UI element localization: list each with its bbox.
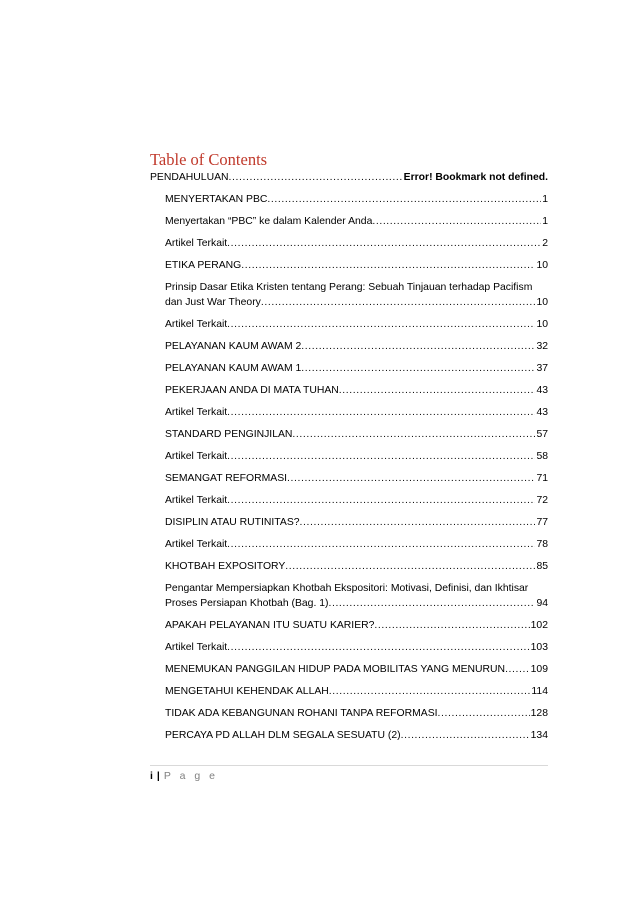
- toc-entry-page-number: 85: [536, 561, 548, 572]
- toc-entry-page-number: 10: [536, 260, 548, 271]
- toc-leader-dots: [227, 537, 535, 552]
- toc-leader-dots: [241, 258, 535, 273]
- toc-entry-label: PERCAYA PD ALLAH DLM SEGALA SESUATU (2): [165, 730, 401, 741]
- toc-leader-dots: [329, 684, 531, 699]
- toc-entry[interactable]: [165, 361, 548, 376]
- toc-entry[interactable]: [165, 405, 548, 420]
- toc-entry-page-number: 134: [530, 730, 548, 741]
- toc-entry[interactable]: [165, 537, 548, 552]
- toc-entry[interactable]: [165, 684, 548, 699]
- toc-entry-label: Proses Persiapan Khotbah (Bag. 1): [165, 598, 329, 609]
- toc-entry[interactable]: [165, 214, 548, 229]
- toc-entry-label: PENDAHULUAN: [150, 172, 229, 183]
- toc-entry-label: SEMANGAT REFORMASI: [165, 473, 288, 484]
- toc-leader-dots: [285, 559, 535, 574]
- toc-entry-page-number: 71: [536, 473, 548, 484]
- toc-entry-page-number: 43: [536, 407, 548, 418]
- toc-entry[interactable]: [165, 640, 548, 655]
- toc-entry-label: dan Just War Theory: [165, 297, 261, 308]
- toc-leader-dots: [301, 339, 535, 354]
- toc-entry-label: Artikel Terkait: [165, 319, 228, 330]
- toc-entry-label: TIDAK ADA KEBANGUNAN ROHANI TANPA REFORMASI: [165, 708, 438, 719]
- toc-leader-dots: [374, 618, 529, 633]
- toc-entry-label: Artikel Terkait: [165, 238, 228, 249]
- toc-entry-page-number: Error! Bookmark not defined.: [403, 172, 548, 183]
- toc-title: Table of Contents: [150, 150, 268, 169]
- toc-entry-page-number: 32: [536, 341, 548, 352]
- toc-leader-dots: [372, 214, 541, 229]
- toc-entry-continuation: [165, 295, 548, 310]
- toc-entry[interactable]: [165, 383, 548, 398]
- toc-leader-dots: [227, 640, 529, 655]
- toc-entry[interactable]: [165, 339, 548, 354]
- toc-entry-page-number: 114: [531, 686, 548, 697]
- toc-entry[interactable]: [165, 493, 548, 508]
- toc-entry-page-number: 2: [542, 238, 548, 249]
- toc-leader-dots: [227, 493, 535, 508]
- toc-entry-label: PEKERJAAN ANDA DI MATA TUHAN: [165, 385, 339, 396]
- footer-page-number: i: [150, 770, 153, 782]
- toc-entry-label: Artikel Terkait: [165, 539, 228, 550]
- toc-entry[interactable]: [165, 280, 548, 310]
- toc-leader-dots: [301, 361, 535, 376]
- toc-leader-dots: [505, 662, 530, 677]
- toc-entry-label: PELAYANAN KAUM AWAM 1: [165, 363, 302, 374]
- toc-entry[interactable]: [165, 618, 548, 633]
- toc-leader-dots: [300, 515, 536, 530]
- toc-entry-label: Menyertakan “PBC” ke dalam Kalender Anda: [165, 216, 373, 227]
- toc-entry-page-number: 77: [536, 517, 548, 528]
- toc-entry-label: Artikel Terkait: [165, 495, 228, 506]
- toc-leader-dots: [292, 427, 535, 442]
- toc-entry-page-number: 78: [536, 539, 548, 550]
- toc-entry-continuation: [165, 596, 548, 611]
- toc-leader-dots: [261, 295, 536, 310]
- toc-entry-label: ETIKA PERANG: [165, 260, 242, 271]
- toc-entry-page-number: 102: [530, 620, 548, 631]
- toc-leader-dots: [229, 170, 403, 185]
- toc-leader-dots: [401, 728, 530, 743]
- toc-entry-label: STANDARD PENGINJILAN: [165, 429, 293, 440]
- toc-leader-dots: [328, 596, 535, 611]
- toc-entry[interactable]: [165, 662, 548, 677]
- toc-entry-page-number: 10: [536, 297, 548, 308]
- toc-entry-page-number: 94: [536, 598, 548, 609]
- toc-leader-dots: [227, 405, 535, 420]
- footer-separator: |: [156, 770, 160, 782]
- toc-entry-label: PELAYANAN KAUM AWAM 2: [165, 341, 302, 352]
- toc-entry-label: Artikel Terkait: [165, 642, 228, 653]
- toc-entry[interactable]: [165, 471, 548, 486]
- toc-entry-page-number: 128: [530, 708, 548, 719]
- toc-entry[interactable]: [165, 581, 548, 611]
- toc-entry-label: Artikel Terkait: [165, 407, 228, 418]
- toc-leader-dots: [227, 449, 535, 464]
- footer-page-word: P a g e: [163, 770, 218, 782]
- toc-entry[interactable]: [165, 728, 548, 743]
- toc-entry-page-number: 58: [536, 451, 548, 462]
- toc-leader-dots: [438, 706, 530, 721]
- toc-entry[interactable]: [150, 170, 548, 185]
- toc-leader-dots: [339, 383, 536, 398]
- toc-entry[interactable]: [165, 706, 548, 721]
- toc-entry-label: Artikel Terkait: [165, 451, 228, 462]
- toc-entry[interactable]: [165, 192, 548, 207]
- toc-entry-page-number: 1: [542, 216, 548, 227]
- toc-entry[interactable]: [165, 258, 548, 273]
- toc-entry-page-number: 57: [536, 429, 548, 440]
- toc-entry[interactable]: [165, 449, 548, 464]
- toc-leader-dots: [267, 192, 541, 207]
- toc-entry-label: APAKAH PELAYANAN ITU SUATU KARIER?: [165, 620, 375, 631]
- footer-divider: [150, 765, 548, 766]
- toc-entry-label: Prinsip Dasar Etika Kristen tentang Perang: Sebuah Tinjauan terhadap Pacifism: [165, 282, 533, 293]
- toc-entry[interactable]: [165, 236, 548, 251]
- toc-leader-dots: [227, 317, 535, 332]
- toc-entry-label: MENEMUKAN PANGGILAN HIDUP PADA MOBILITAS YANG MENURUN: [165, 664, 506, 675]
- toc-entry-label: MENYERTAKAN PBC: [165, 194, 268, 205]
- toc-entry-page-number: 72: [536, 495, 548, 506]
- toc-entry-label: DISIPLIN ATAU RUTINITAS?: [165, 517, 300, 528]
- toc-list: [150, 170, 548, 750]
- toc-entry-page-number: 109: [530, 664, 548, 675]
- page-footer: [150, 770, 218, 782]
- toc-leader-dots: [287, 471, 535, 486]
- toc-entry[interactable]: [165, 559, 548, 574]
- toc-entry-label: Pengantar Mempersiapkan Khotbah Ekspositori: Motivasi, Definisi, dan Ikhtisar: [165, 583, 529, 594]
- toc-entry-page-number: 43: [536, 385, 548, 396]
- toc-entry-page-number: 103: [530, 642, 548, 653]
- toc-entry[interactable]: [165, 515, 548, 530]
- toc-entry-page-number: 37: [536, 363, 548, 374]
- toc-entry[interactable]: [165, 317, 548, 332]
- toc-entry-label: KHOTBAH EXPOSITORY: [165, 561, 286, 572]
- toc-entry-page-number: 10: [536, 319, 548, 330]
- toc-entry[interactable]: [165, 427, 548, 442]
- toc-entry-page-number: 1: [542, 194, 548, 205]
- toc-leader-dots: [227, 236, 541, 251]
- toc-entry-label: MENGETAHUI KEHENDAK ALLAH: [165, 686, 329, 697]
